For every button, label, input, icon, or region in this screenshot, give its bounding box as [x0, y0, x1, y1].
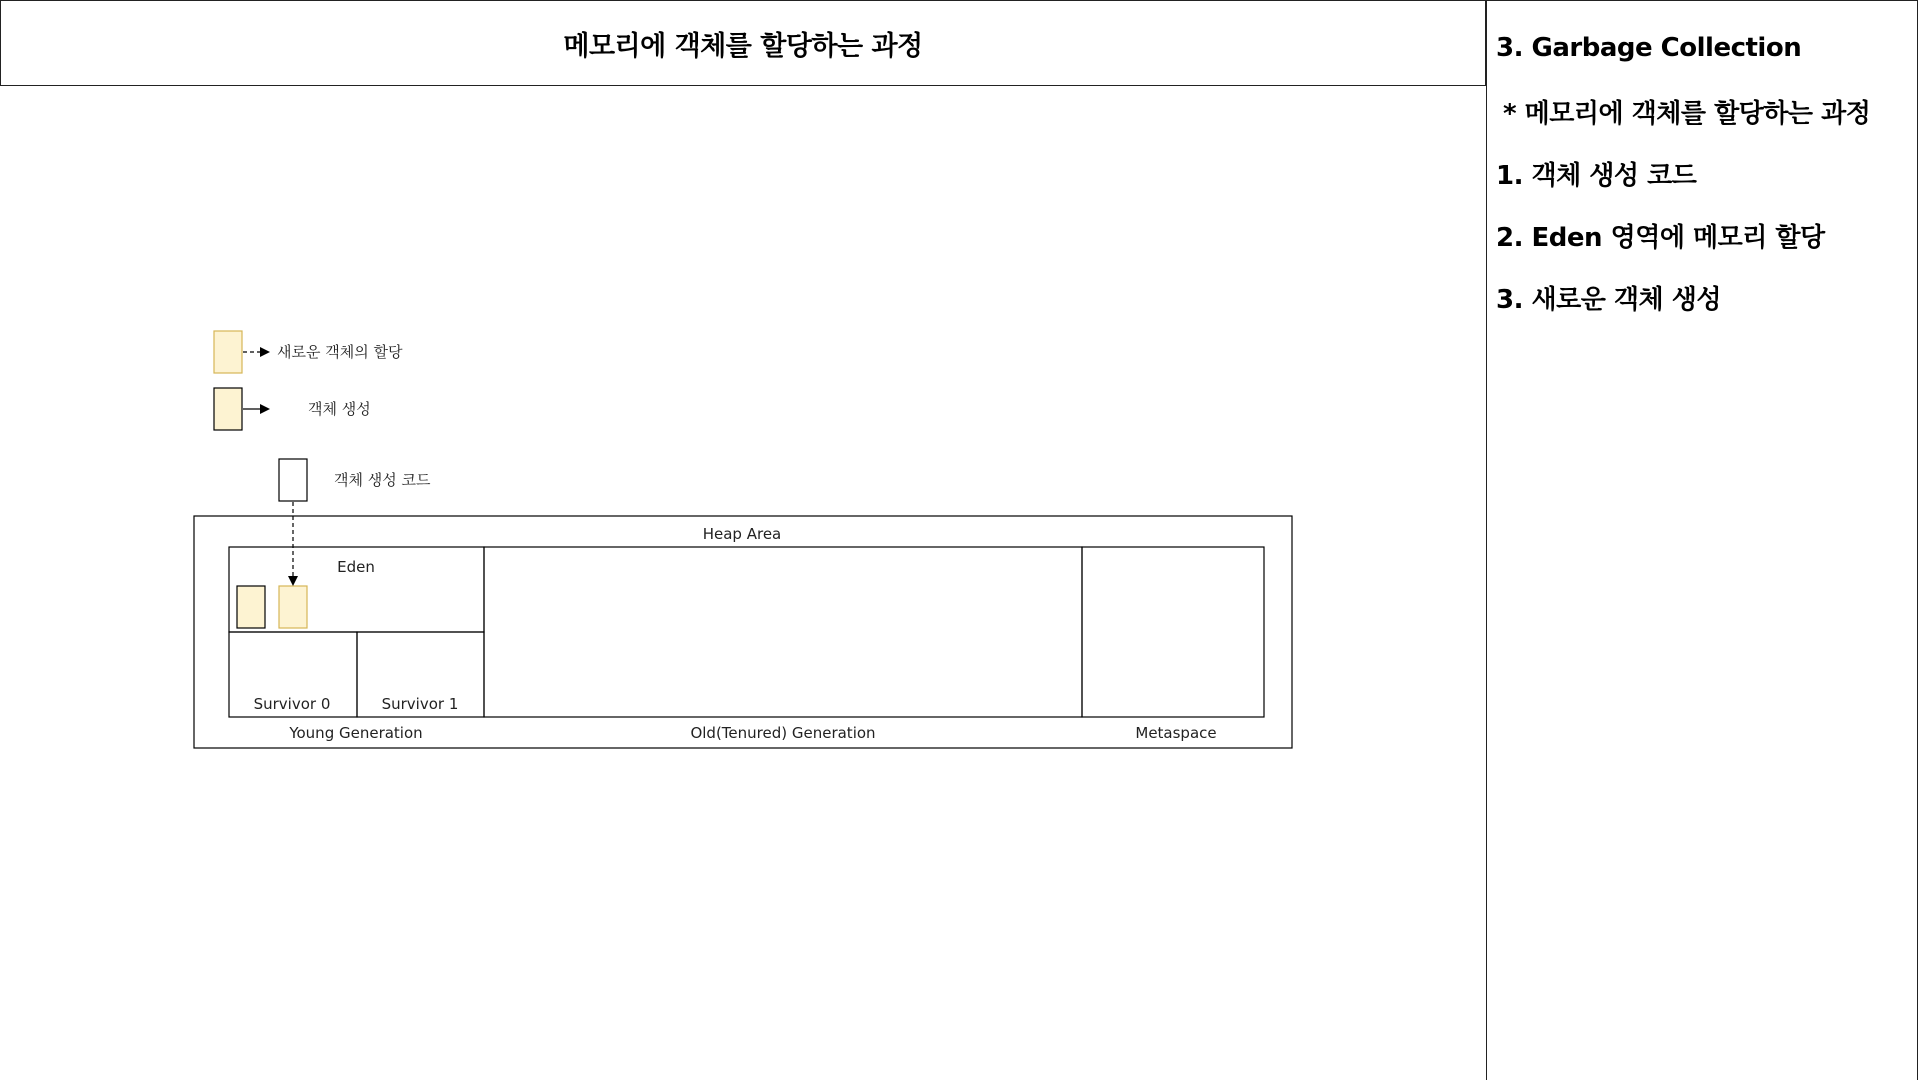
heap-area-label: Heap Area	[702, 525, 782, 543]
side-step-2: 2. Eden 영역에 메모리 할당	[1496, 223, 1825, 253]
young-generation-label: Young Generation	[289, 724, 423, 742]
survivor-1-label: Survivor 1	[381, 695, 459, 713]
old-generation-box	[484, 547, 1082, 717]
side-subheading: * 메모리에 객체를 할당하는 과정	[1503, 99, 1871, 129]
side-step-3: 3. 새로운 객체 생성	[1496, 285, 1721, 315]
side-step-1: 1. 객체 생성 코드	[1496, 161, 1697, 191]
legend-created-label: 객체 생성	[308, 400, 371, 418]
metaspace-label: Metaspace	[1135, 724, 1217, 742]
object-code-box	[279, 459, 307, 501]
metaspace-box	[1082, 547, 1264, 717]
survivor-0-label: Survivor 0	[253, 695, 331, 713]
eden-label: Eden	[337, 558, 375, 576]
legend-created-object-swatch	[214, 388, 242, 430]
legend-new-object-swatch	[214, 331, 242, 373]
eden-new-object	[279, 586, 307, 628]
eden-created-object	[237, 586, 265, 628]
legend-new-alloc-label: 새로운 객체의 할당	[277, 343, 403, 361]
page-title: 메모리에 객체를 할당하는 과정	[563, 30, 923, 62]
object-code-label: 객체 생성 코드	[334, 471, 431, 489]
side-panel	[1486, 0, 1918, 1080]
side-heading: 3. Garbage Collection	[1496, 33, 1802, 63]
old-generation-label: Old(Tenured) Generation	[690, 724, 876, 742]
